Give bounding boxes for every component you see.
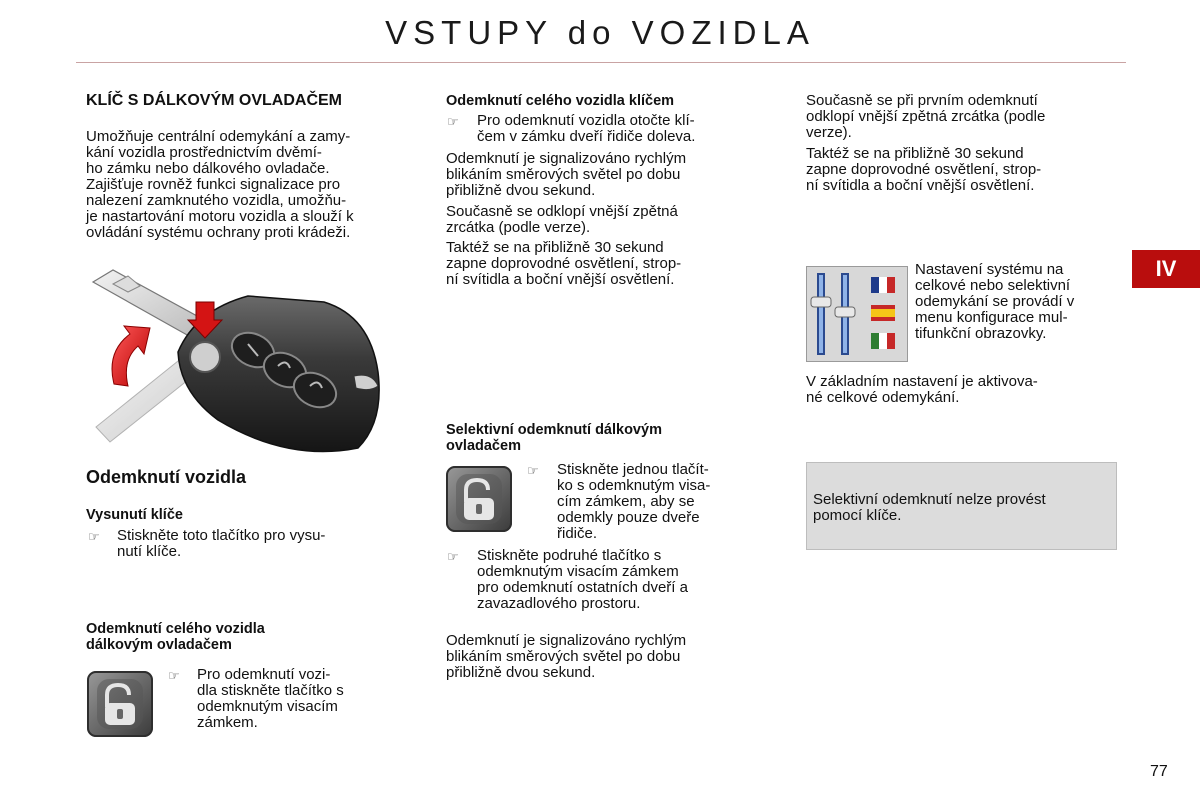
paragraph-signal-selective: Odemknutí je signalizováno rychlým blikáním směrových světel po dobu přibližně dvou sekund.	[446, 632, 687, 681]
page-title: VSTUPY do VOZIDLA	[385, 14, 815, 51]
paragraph-mirrors-first: Současně se při prvním odemknutí odklopí vnější zpětná zrcátka (podle verze).	[806, 92, 1046, 141]
key-fob-illustration	[88, 262, 400, 462]
padlock-open-icon	[446, 466, 512, 532]
bullet-unlock-remote: Pro odemknutí vozi- dla stiskněte tlačítko s odemknutým visacím zámkem.	[197, 666, 344, 731]
bullet-selective-first: Stiskněte jednou tlačít- ko s odemknutým visa- cím zámkem, aby se odemkly pouze dveře řidiče.	[557, 461, 711, 542]
bullet-key-eject: Stiskněte toto tlačítko pro vysu- nutí klíče.	[117, 527, 326, 560]
subheading-unlock-key: Odemknutí celého vozidla klíčem	[446, 93, 675, 109]
paragraph-lighting-col3: Taktéž se na přibližně 30 sekund zapne doprovodné osvětlení, strop- ní svítidla a boční vnější osvětlení.	[806, 145, 1042, 194]
note-box	[806, 462, 1117, 550]
note-text: Selektivní odemknutí nelze provést pomocí klíče.	[813, 491, 1046, 524]
paragraph-settings: Nastavení systému na celkové nebo selektivní odemykání se provádí v menu konfigurace mul- tifunkční obrazovky.	[915, 261, 1075, 342]
bullet-unlock-key: Pro odemknutí vozidla otočte klí- čem v zámku dveří řidiče doleva.	[477, 112, 696, 145]
bullet-selective-second: Stiskněte podruhé tlačítko s odemknutým visacím zámkem pro odemknutí ostatních dveří a zavazadlového prostoru.	[477, 547, 688, 612]
header-divider	[76, 62, 1126, 63]
paragraph-default: V základním nastavení je aktivova- né celkové odemykání.	[806, 373, 1038, 406]
chapter-tab: IV	[1132, 250, 1200, 288]
subheading-selective-unlock: Selektivní odemknutí dálkovým ovladačem	[446, 422, 662, 454]
section-heading-key: KLÍČ S DÁLKOVÝM OVLADAČEM	[86, 92, 342, 109]
subheading-key-eject: Vysunutí klíče	[86, 507, 183, 523]
intro-paragraph: Umožňuje centrální odemykání a zamy- kání vozidla prostřednictvím dvěmí- ho zámku nebo dálkového ovladače. Zajišťuje rovněž funkci signalizace pro nalezení zamknutého vozidla, umožňu- je nastartování motoru vozidla a slouží k ovládání systému ochrany proti krádeži.	[86, 128, 354, 241]
pointing-hand-icon: ☞	[527, 463, 539, 478]
page-number: 77	[1150, 763, 1168, 780]
subheading-unlock-remote: Odemknutí celého vozidla dálkovým ovladačem	[86, 621, 265, 653]
paragraph-mirrors: Současně se odklopí vnější zpětná zrcátka (podle verze).	[446, 203, 678, 236]
section-heading-unlock: Odemknutí vozidla	[86, 467, 247, 487]
pointing-hand-icon: ☞	[447, 549, 459, 564]
pointing-hand-icon: ☞	[168, 668, 180, 683]
pointing-hand-icon: ☞	[447, 114, 459, 129]
paragraph-lighting: Taktéž se na přibližně 30 sekund zapne doprovodné osvětlení, strop- ní svítidla a boční vnější osvětlení.	[446, 239, 682, 288]
paragraph-signal: Odemknutí je signalizováno rychlým blikáním směrových světel po dobu přibližně dvou sekund.	[446, 150, 687, 199]
settings-slider-icon	[806, 266, 908, 362]
pointing-hand-icon: ☞	[88, 529, 100, 544]
padlock-open-icon	[87, 671, 153, 737]
